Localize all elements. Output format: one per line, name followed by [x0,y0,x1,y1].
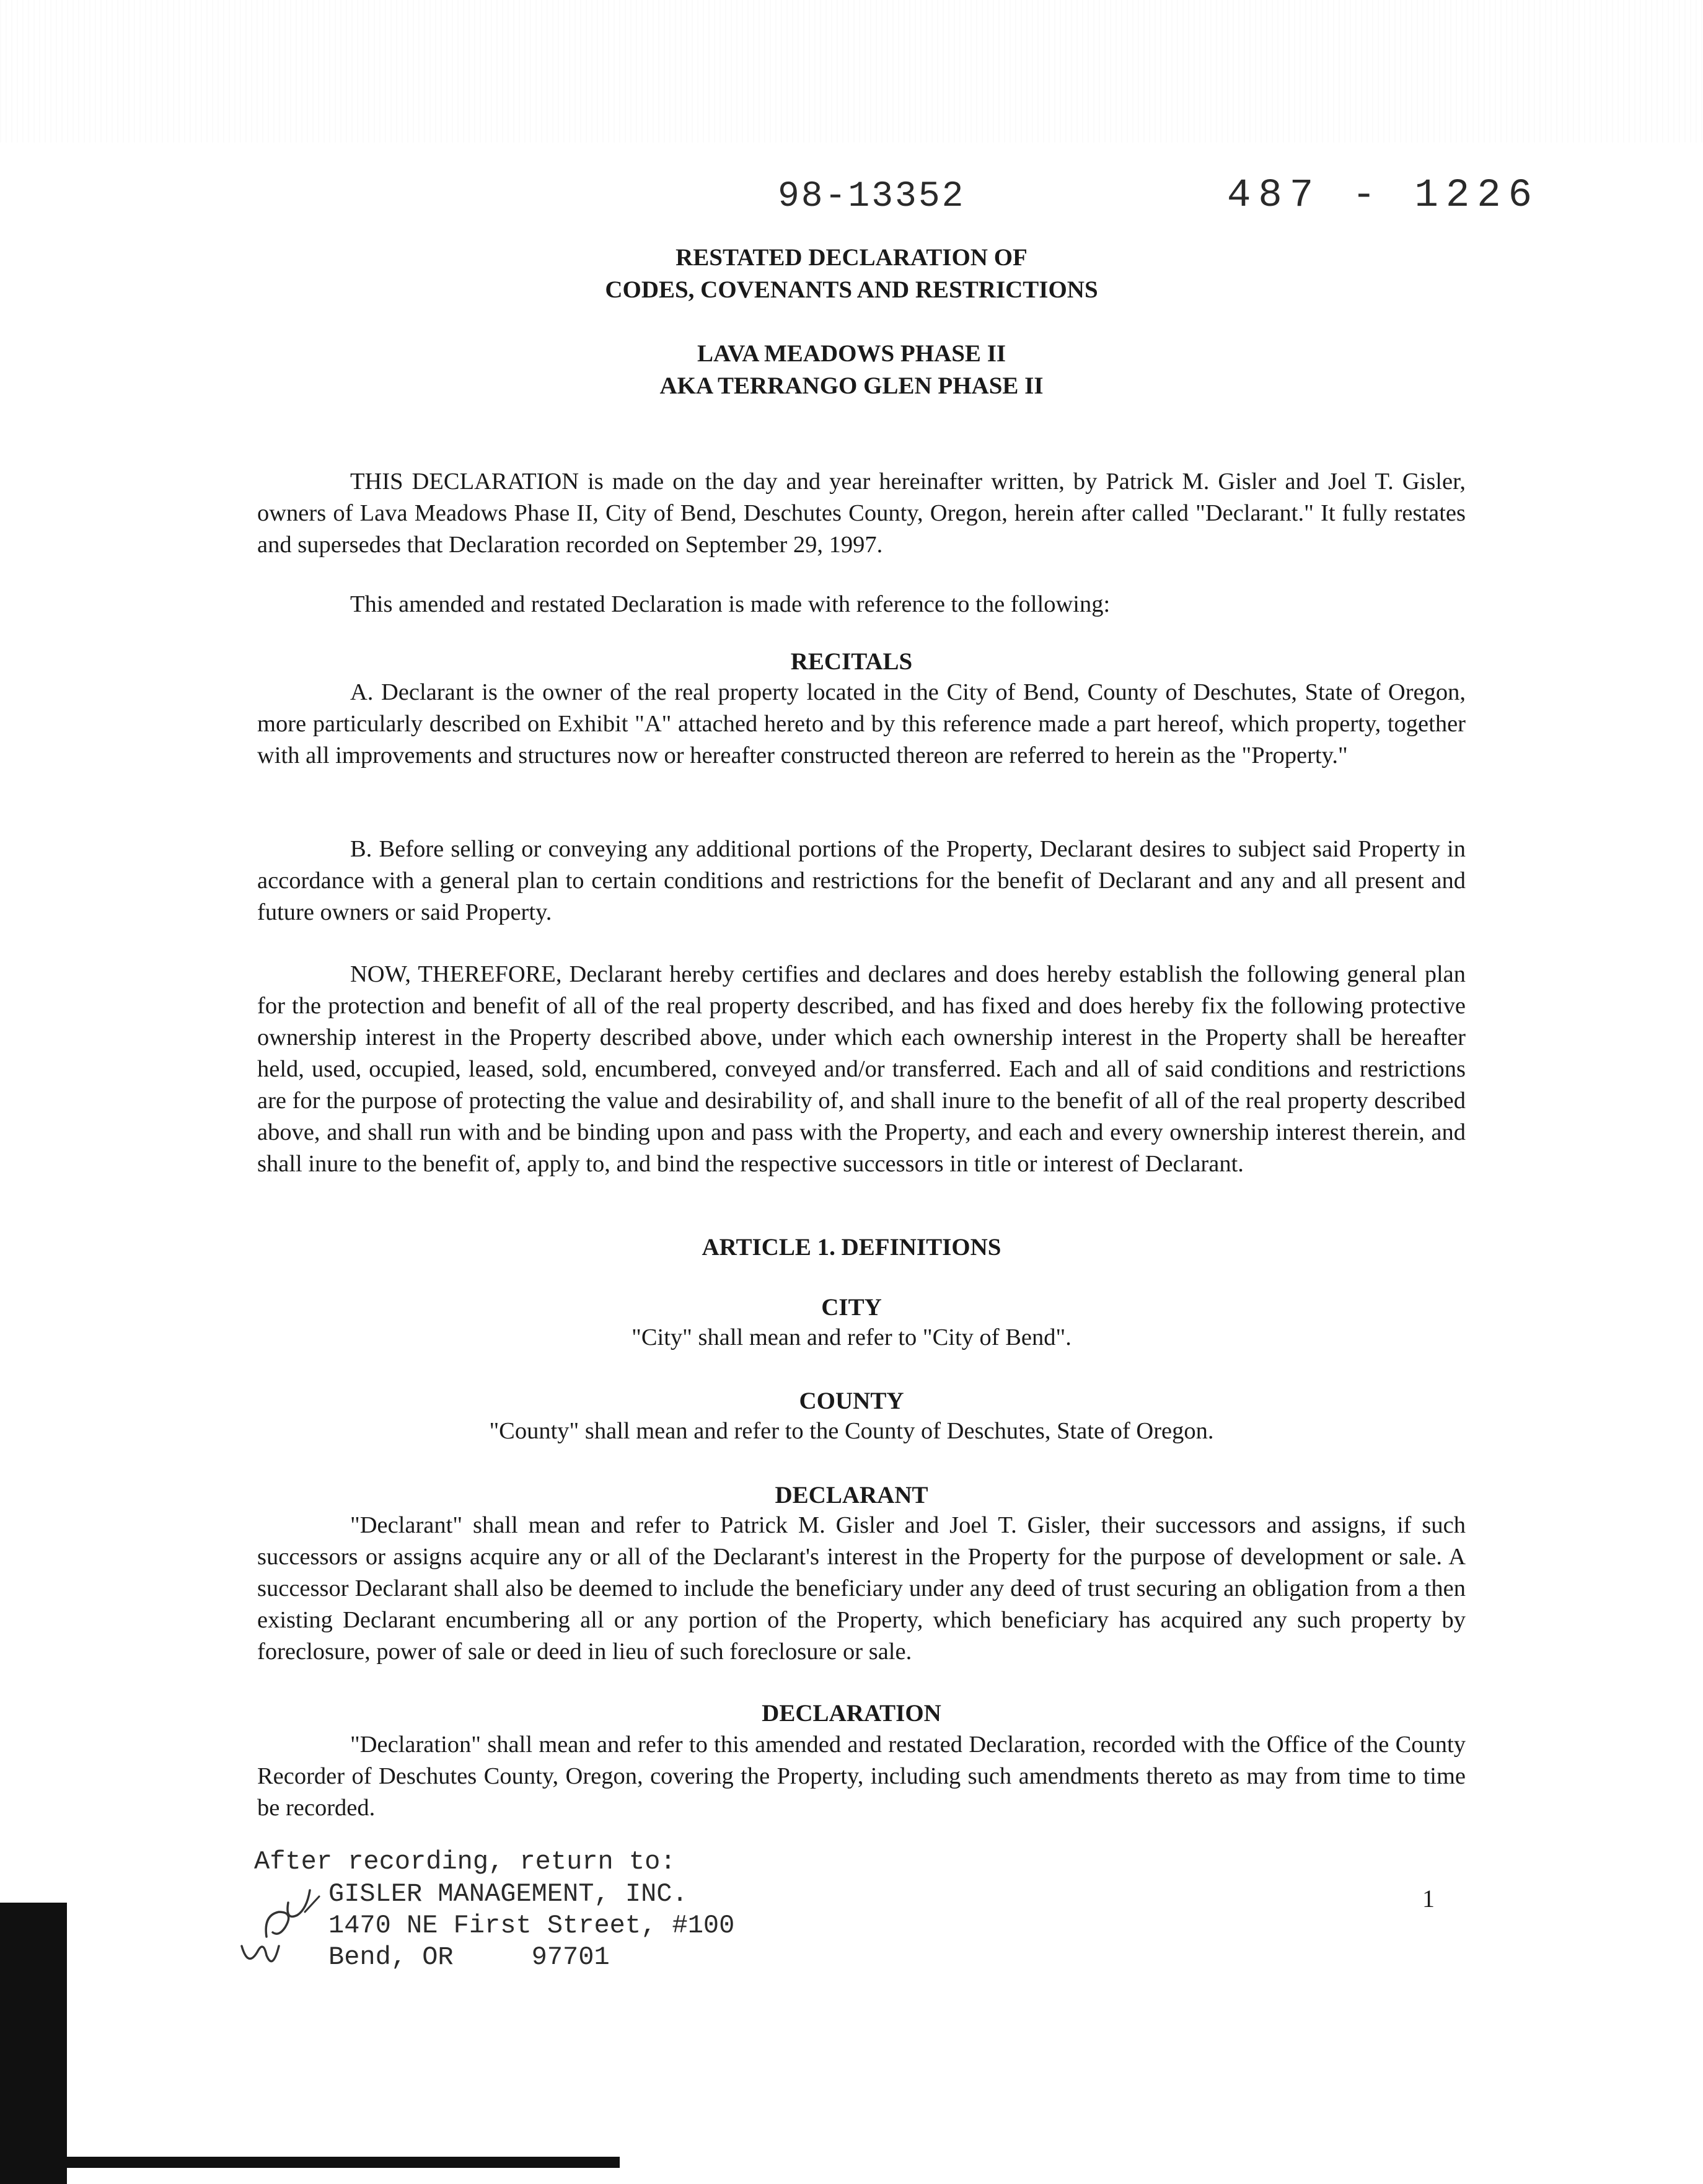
scan-noise [0,0,1703,143]
declarant-definition: "Declarant" shall mean and refer to Patrick M. Gisler and Joel T. Gisler, their successors and assigns, if such successors or assigns acquire any or all of the Declarant's interest in the Property for the purpose of development or sale. A successor Declarant shall also be deemed to include the beneficiary under any deed of trust securing an obligation from a then existing Declarant encumbering all or any portion of the Property, which beneficiary has acquired any such property by foreclosure, power of sale or deed in lieu of such foreclosure or sale. [257,1512,1466,1665]
book-page-number: 487 - 1226 [1227,174,1540,218]
declarant-heading: DECLARANT [775,1482,928,1508]
title-line-1: RESTATED DECLARATION OF [675,244,1028,271]
article-1-heading: ARTICLE 1. DEFINITIONS [702,1234,1001,1261]
city-heading: CITY [821,1294,882,1321]
return-to-company: GISLER MANAGEMENT, INC. [328,1879,688,1909]
county-definition: "County" shall mean and refer to the County of Deschutes, State of Oregon. [489,1418,1214,1444]
page-number: 1 [1422,1885,1435,1913]
city-definition: "City" shall mean and refer to "City of Bend". [631,1324,1072,1350]
return-to-street: 1470 NE First Street, #100 [328,1911,735,1940]
declaration-definition: "Declaration" shall mean and refer to this amended and restated Declaration, recorded with the Office of the County Recorder of Deschutes County, Oregon, covering the Property, including such amendments thereto as may from time to time be recorded. [257,1732,1466,1821]
subtitle-line-2: AKA TERRANGO GLEN PHASE II [659,372,1044,399]
now-therefore-paragraph: NOW, THEREFORE, Declarant hereby certifies and declares and does hereby establish the following general plan for the protection and benefit of all of the real property described, and has fixed and does hereby fix the following protective ownership interest in the Property described above, under which each ownership interest in the Property shall be hereafter held, used, occupied, leased, sold, encumbered, conveyed and/or transferred. Each and all of said conditions and restrictions are for the purpose of protecting the value and desirability of, and shall inure to the benefit of all of the real property described above, and shall run with and be binding upon and pass with the Property, and each and every ownership interest therein, and shall inure to the benefit of, apply to, and bind the respective successors in title or interest of Declarant. [257,961,1466,1177]
scan-artifact-left-bar [0,1903,67,2184]
return-to-label: After recording, return to: [254,1847,676,1877]
title-line-2: CODES, COVENANTS AND RESTRICTIONS [605,276,1098,303]
scan-artifact-bottom-bar [0,2157,620,2168]
handwritten-initials [235,1878,322,1971]
subtitle-line-1: LAVA MEADOWS PHASE II [697,340,1006,367]
document-number: 98-13352 [778,177,966,217]
recital-b: B. Before selling or conveying any additional portions of the Property, Declarant desires to subject said Property in accordance with a general plan to certain conditions and restrictions for the benefit of Declarant and any and all present and future owners or said Property. [257,836,1466,925]
document-title [0,242,1703,306]
intro-paragraph: THIS DECLARATION is made on the day and year hereinafter written, by Patrick M. Gisler and Joel T. Gisler, owners of Lava Meadows Phase II, City of Bend, Deschutes County, Oregon, herein after called "Declarant." It fully restates and supersedes that Declaration recorded on September 29, 1997. [257,469,1466,558]
declaration-heading: DECLARATION [762,1700,941,1727]
amended-paragraph: This amended and restated Declaration is made with reference to the following: [350,591,1111,617]
recitals-heading: RECITALS [790,648,913,675]
recital-a: A. Declarant is the owner of the real property located in the City of Bend, County of Deschutes, State of Oregon, more particularly described on Exhibit "A" attached hereto and by this reference made a part hereof, which property, together with all improvements and structures now or hereafter constructed thereon are referred to herein as the "Property." [257,679,1466,768]
return-to-city: Bend, OR 97701 [328,1942,610,1972]
county-heading: COUNTY [799,1388,904,1414]
document-subtitle [0,338,1703,402]
